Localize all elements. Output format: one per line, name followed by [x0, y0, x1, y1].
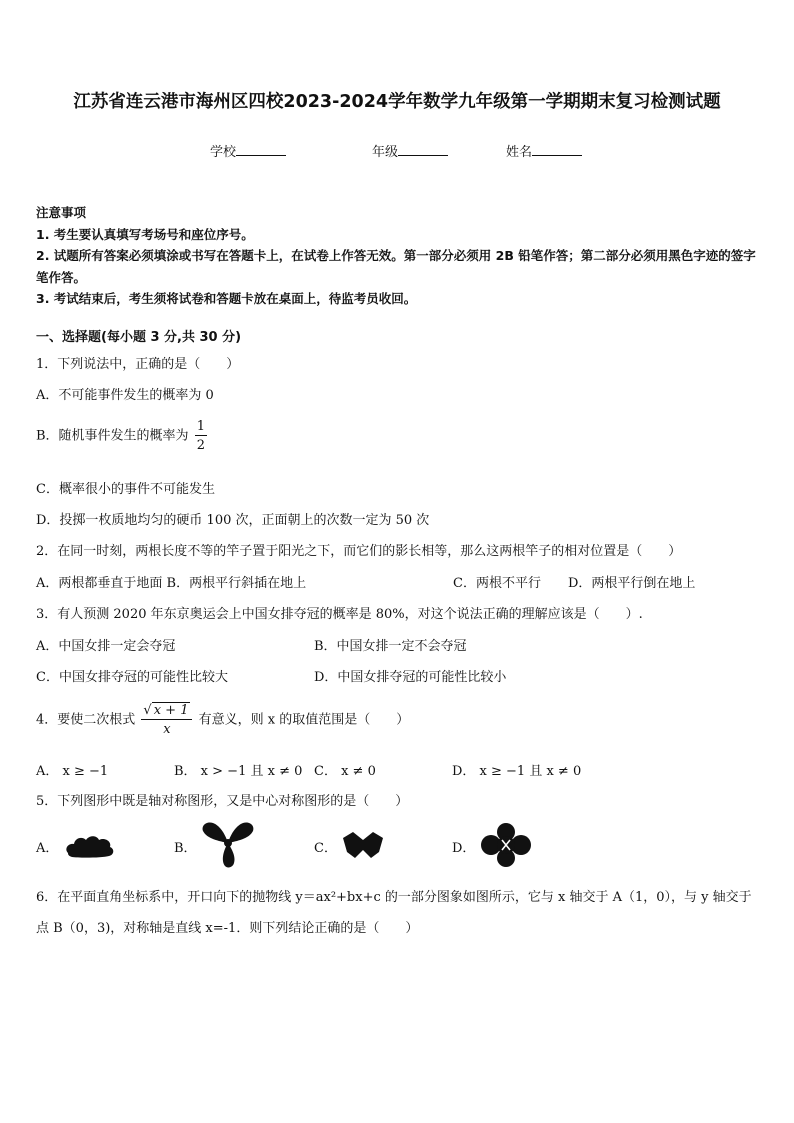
grade-blank — [398, 142, 448, 156]
school-label: 学校 — [210, 145, 237, 160]
q1-stem: 1．下列说法中，正确的是（ ） — [36, 357, 240, 372]
q2-option-d: D．两根平行倒在地上 — [568, 576, 696, 591]
q3-stem: 3．有人预测 2020 年东京奥运会上中国女排夺冠的概率是 80%，对这个说法正确的理解应该是（ ）. — [36, 607, 643, 622]
q5-option-d: D． — [452, 841, 476, 856]
q3-option-b: B．中国女排一定不会夺冠 — [314, 639, 467, 654]
grade-label: 年级 — [372, 145, 399, 160]
q1-option-d: D．投掷一枚质地均匀的硬币 100 次，正面朝上的次数一定为 50 次 — [36, 513, 430, 528]
grade-field — [372, 141, 448, 160]
q5-option-a: A． — [36, 841, 59, 856]
q4-option-d: D． x ≥ −1 且 x ≠ 0 — [452, 764, 582, 779]
cloud-shape-figure — [64, 833, 116, 859]
notes-heading: 注意事项 — [36, 205, 87, 220]
q5-option-b: B． — [174, 841, 197, 856]
q4-stem-suffix: 有意义，则 x 的取值范围是（ ） — [198, 712, 410, 728]
radical-fraction — [141, 704, 192, 736]
name-label: 姓名 — [506, 145, 533, 160]
fraction-numerator — [141, 704, 192, 720]
fraction — [195, 420, 207, 452]
q2-option-ab: A．两根都垂直于地面 B．两根平行斜插在地上 — [36, 576, 307, 591]
q1-option-b — [36, 420, 209, 452]
fraction-denominator: 2 — [196, 438, 205, 453]
q1-option-a: A．不可能事件发生的概率为 0 — [36, 388, 214, 403]
school-blank — [236, 142, 286, 156]
q1-option-b-text: B．随机事件发生的概率为 — [36, 428, 189, 444]
q2-stem: 2．在同一时刻，两根长度不等的竿子置于阳光之下，而它们的影长相等，那么这两根竿子的相对位置是（ ） — [36, 544, 682, 559]
q3-option-c: C．中国女排夺冠的可能性比较大 — [36, 670, 228, 685]
note-item: 1. 考生要认真填写考场号和座位序号。 — [36, 226, 254, 242]
q5-stem: 5．下列图形中既是轴对称图形，又是中心对称图形的是（ ） — [36, 794, 409, 809]
four-leaf-clover-figure — [480, 822, 532, 868]
q2-option-c: C．两根不平行 — [453, 576, 541, 591]
section-heading: 一、选择题(每小题 3 分,共 30 分) — [36, 330, 242, 345]
q3-option-d: D．中国女排夺冠的可能性比较小 — [314, 670, 507, 685]
q4-stem — [36, 704, 409, 736]
three-leaf-figure — [201, 821, 255, 869]
q4-option-a: A． x ≥ −1 — [36, 764, 109, 779]
page-title: 江苏省连云港市海州区四校2023-2024学年数学九年级第一学期期末复习检测试题 — [73, 92, 721, 112]
name-blank — [532, 142, 582, 156]
q4-option-b: B． x > −1 且 x ≠ 0 — [174, 764, 303, 779]
q4-option-c: C． x ≠ 0 — [314, 764, 376, 779]
school-field — [210, 141, 286, 160]
student-info-row — [0, 141, 794, 161]
q3-option-a: A．中国女排一定会夺冠 — [36, 639, 176, 654]
note-item: 3. 考试结束后，考生须将试卷和答题卡放在桌面上，待监考员收回。 — [36, 291, 417, 306]
radicand: x + 1 — [153, 703, 189, 718]
fraction-denominator: x — [163, 722, 171, 737]
q4-stem-prefix: 4．要使二次根式 — [36, 712, 136, 728]
q6-stem: 6．在平面直角坐标系中，开口向下的抛物线 y＝ax²+bx+c 的一部分图象如图所示，它与 x 轴交于 A（1，0），与 y 轴交于点 B（0，3)，对称轴是直线 x=-1．则下列结论正确的是（ ） — [36, 890, 752, 936]
radical-sign: √ — [143, 703, 152, 718]
q5-option-c: C． — [314, 841, 337, 856]
fraction-numerator: 1 — [196, 419, 205, 434]
bowtie-shape-figure — [341, 830, 385, 860]
name-field — [506, 141, 582, 160]
notes-block — [36, 202, 760, 310]
q1-option-c: C．概率很小的事件不可能发生 — [36, 482, 215, 497]
note-item: 2. 试题所有答案必须填涂或书写在答题卡上，在试卷上作答无效。第一部分必须用 2B 铅笔作答；第二部分必须用黑色字迹的签字笔作答。 — [36, 248, 756, 285]
